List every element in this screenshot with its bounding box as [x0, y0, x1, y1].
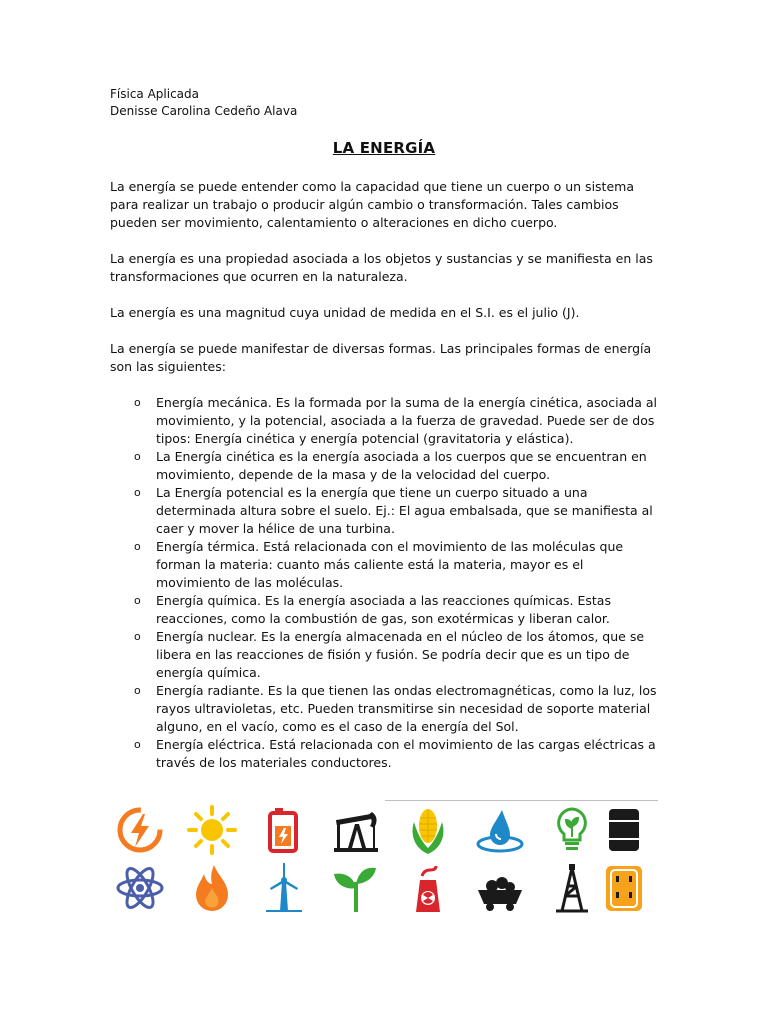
nuclear-plant-icon — [400, 862, 456, 914]
bullet-marker: o — [134, 396, 141, 409]
lightning-icon — [112, 804, 168, 856]
document-header — [110, 86, 297, 120]
list-item — [134, 448, 658, 484]
list-item — [134, 538, 658, 592]
author-name: Denisse Carolina Cedeño Alava — [110, 104, 298, 118]
water-drop-icon — [472, 804, 528, 856]
list-item-text: Energía mecánica. Es la formada por la suma de la energía cinética, asociada al movimiento, y la potencial, asociada a la fuerza de gravedad. Puede ser de dos tipos: Energía cinética y energía potencial (gravitatoria y elástica). — [156, 395, 657, 446]
divider — [385, 800, 658, 801]
list-item-text: Energía térmica. Está relacionada con el movimiento de las moléculas que forman la materia: cuanto más caliente está la materia, mayor es el movimiento de las moléculas. — [156, 539, 624, 590]
coal-cart-icon — [472, 862, 528, 914]
list-item — [134, 394, 658, 448]
list-item — [134, 484, 658, 538]
list-item — [134, 628, 658, 682]
list-item-text: Energía nuclear. Es la energía almacenada en el núcleo de los átomos, que se libera en las reacciones de fisión y fusión. Se podría decir que es un tipo de energía química. — [156, 629, 645, 680]
paragraph: La energía se puede entender como la capacidad que tiene un cuerpo o un sistema para realizar un trabajo o producir algún cambio o transformación. Tales cambios pueden ser movimiento, calentamiento o alteraciones en dicho cuerpo. — [110, 179, 634, 230]
bullet-marker: o — [134, 540, 141, 553]
document-body — [110, 178, 658, 772]
course-name: Física Aplicada — [110, 87, 200, 101]
list-item-text: Energía química. Es la energía asociada a las reacciones químicas. Estas reacciones, como la combustión de gas, son exotérmicas y liberan calor. — [156, 593, 611, 626]
battery-icon — [256, 804, 312, 856]
wind-turbine-icon — [256, 862, 312, 914]
flame-icon — [184, 862, 240, 914]
bullet-marker: o — [134, 450, 141, 463]
oil-barrel-icon — [596, 804, 652, 856]
list-item — [134, 736, 658, 772]
oil-pump-icon — [328, 804, 384, 856]
bullet-marker: o — [134, 486, 141, 499]
corn-icon — [400, 804, 456, 856]
list-item-text: Energía eléctrica. Está relacionada con el movimiento de las cargas eléctricas a través de los materiales conductores. — [156, 737, 656, 770]
oil-derrick-icon — [544, 862, 600, 914]
atom-icon — [112, 862, 168, 914]
page-title: LA ENERGÍA — [332, 139, 436, 157]
power-outlet-icon — [596, 862, 652, 914]
sun-icon — [184, 804, 240, 856]
bullet-marker: o — [134, 738, 141, 751]
bullet-marker: o — [134, 684, 141, 697]
energy-forms-list — [110, 394, 658, 772]
list-item-text: La Energía potencial es la energía que tiene un cuerpo situado a una determinada altura sobre el suelo. Ej.: El agua embalsada, que se manifiesta al caer y mover la hélice de una turbina. — [156, 485, 653, 536]
bullet-marker: o — [134, 594, 141, 607]
list-item-text: Energía radiante. Es la que tienen las ondas electromagnéticas, como la luz, los rayos ultravioletas, etc. Pueden transmitirse sin necesidad de soporte material alguno, en el vacío, como es el caso de la energía del Sol. — [156, 683, 657, 734]
sprout-icon — [328, 862, 384, 914]
list-item-text: La Energía cinética es la energía asociada a los cuerpos que se encuentran en movimiento, depende de la masa y de la velocidad del cuerpo. — [156, 449, 647, 482]
list-item — [134, 592, 658, 628]
list-item — [134, 682, 658, 736]
energy-icons-grid — [112, 804, 652, 914]
paragraph: La energía es una propiedad asociada a los objetos y sustancias y se manifiesta en las transformaciones que ocurren en la naturaleza. — [110, 251, 653, 284]
bulb-icon — [544, 804, 600, 856]
bullet-marker: o — [134, 630, 141, 643]
paragraph: La energía se puede manifestar de diversas formas. Las principales formas de energía son las siguientes: — [110, 341, 652, 374]
paragraph: La energía es una magnitud cuya unidad de medida en el S.I. es el julio (J). — [110, 305, 580, 320]
